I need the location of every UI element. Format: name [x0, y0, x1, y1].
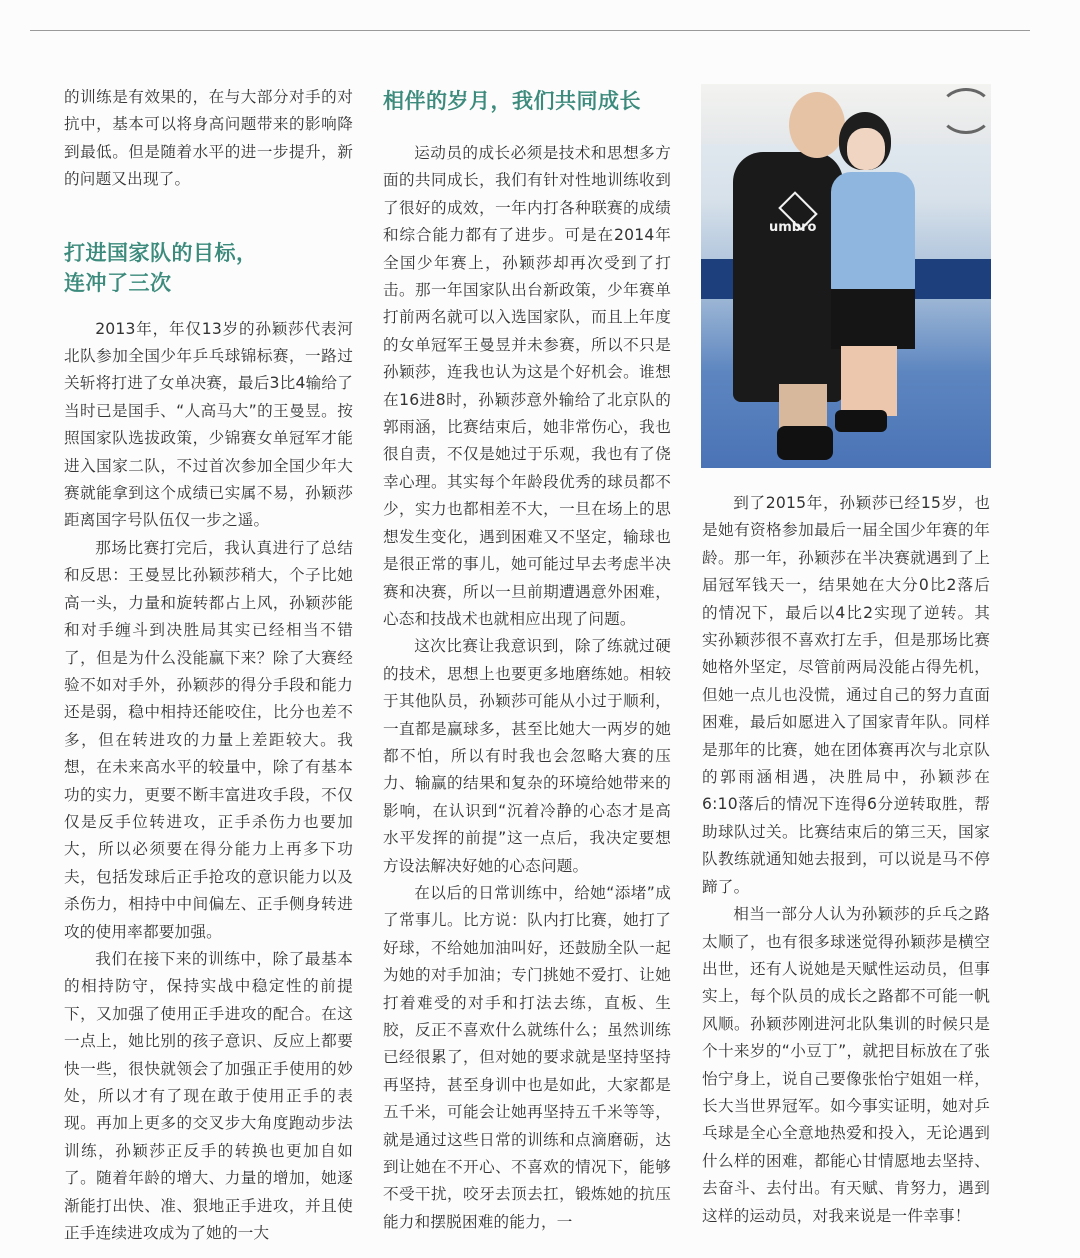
photo-hoop — [939, 88, 991, 134]
paragraph: 相当一部分人认为孙颖莎的乒乓之路太顺了，也有很多球迷觉得孙颖莎是横空出世，还有人说她是天赋性运动员，但事实上，每个队员的成长之路都不可能一帆风顺。孙颖莎刚进河北队集训的时候只是个十来岁的“小豆丁”，就把目标放在了张怡宁身上，说自己要像张怡宁姐姐一样，长大当世界冠军。如今事实证明，她对乒乓球是全心全意地热爱和投入，无论遇到什么样的困难，都能心甘情愿地去坚持、去奋斗、去付出。有天赋、肯努力，遇到这样的运动员，对我来说是一件幸事！ — [702, 905, 990, 1225]
heading-line-2: 连冲了三次 — [64, 270, 172, 295]
section-heading: 相伴的岁月，我们共同成长 — [383, 89, 641, 113]
paragraph: 我们在接下来的训练中，除了最基本的相持防守，保持实战中稳定性的前提下，又加强了使用正手进攻的配合。在这一点上，她比别的孩子意识、反应上都要快一些，很快就领会了加强正手使用的妙处，所以才有了现在敢于使用正手的表现。再加上更多的交叉步大角度跑动步法训练，孙颖莎正反手的转换也更加自如了。随着年龄的增大、力量的增加，她逐渐能打出快、准、狠地正手进攻，并且使正手连续进攻成为了她的一大 — [64, 949, 353, 1243]
photo-coach-body — [733, 152, 843, 402]
heading-line-1: 打进国家队的目标， — [64, 240, 258, 265]
top-rule — [30, 30, 1030, 31]
paragraph: 的训练是有效果的，在与大部分对手的对抗中，基本可以将身高问题带来的影响降到最低。但是随着水平的进一步提升，新的问题又出现了。 — [64, 88, 353, 189]
column-2 — [383, 84, 671, 1236]
photo-coach-shoes — [777, 426, 833, 460]
paragraph: 2013年，年仅13岁的孙颖莎代表河北队参加全国少年乒乓球锦标赛，一路过关斩将打进了女单决赛，最后3比4输给了当时已是国手、“人高马大”的王曼昱。按照国家队选拔政策，少锦赛女单冠军才能进入国家二队，不过首次参加全国少年大赛就能拿到这个成绩已实属不易，孙颖莎距离国字号队伍仅一步之遥。 — [64, 319, 353, 530]
photo-athlete-shorts — [831, 289, 915, 349]
section-heading — [64, 238, 353, 298]
column-1 — [64, 84, 353, 1247]
photo-athlete-face — [847, 128, 885, 170]
photo-athlete-shoes — [835, 410, 887, 432]
paragraph: 那场比赛打完后，我认真进行了总结和反思：王曼昱比孙颖莎稍大，个子比她高一头，力量和旋转都占上风，孙颖莎能和对手缠斗到决胜局其实已经相当不错了，但是为什么没能赢下来？除了大赛经验不如对手外，孙颖莎的得分手段和能力还是弱，稳中相持还能咬住，比分也差不多，但在转进攻的力量上差距较大。我想，在未来高水平的较量中，除了有基本功的实力，更要不断丰富进攻手段，不仅仅是反手位转进攻，正手杀伤力也要加大，所以必须要在得分能力上再多下功夫，包括发球后正手抢攻的意识能力以及杀伤力，相持中中间偏左、正手侧身转进攻的使用率都要加强。 — [64, 538, 353, 941]
paragraph: 运动员的成长必须是技术和思想多方面的共同成长，我们有针对性地训练收到了很好的成效，一年内打各种联赛的成绩和综合能力都有了进步。可是在2014年全国少年赛上，孙颖莎却再次受到了打击。那一年国家队出台新政策，少年赛单打前两名就可以入选国家队，而且上年度的女单冠军王曼昱并未参赛，所以不只是孙颖莎，连我也认为这是个好机会。谁想在16进8时，孙颖莎意外输给了北京队的郭雨涵，比赛结束后，她非常伤心，我也很自责，不仅是她过于乐观，我也有了侥幸心理。其实每个年龄段优秀的球员都不少，实力也都相差不大，一旦在场上的思想发生变化，遇到困难又不坚定，输球也是很正常的事儿，她可能过早去考虑半决赛和决赛，所以一旦前期遭遇意外困难，心态和技战术也就相应出现了问题。 — [383, 144, 671, 628]
paragraph: 这次比赛让我意识到，除了练就过硬的技术，思想上也要更多地磨练她。相较于其他队员，孙颖莎可能从小过于顺利，一直都是赢球多，甚至比她大一两岁的她都不怕，所以有时我也会忽略大赛的压力、输赢的结果和复杂的环境给她带来的影响，在认识到“沉着冷静的心态才是高水平发挥的前提”这一点后，我决定要想方设法解决好她的心态问题。 — [383, 637, 671, 875]
paragraph: 在以后的日常训练中，给她“添堵”成了常事儿。比方说：队内打比赛，她打了好球，不给她加油叫好，还鼓励全队一起为她的对手加油；专门挑她不爱打、让她打着难受的对手和打法去练，直板、生胶，反正不喜欢什么就练什么；虽然训练已经很累了，但对她的要求就是坚持坚持再坚持，甚至身训中也是如此，大家都是五千米，可能会让她再坚持五千米等等，就是通过这些日常的训练和点滴磨砺，达到让她在不开心、不喜欢的情况下，能够不受干扰，咬牙去顶去扛，锻炼她的抗压能力和摆脱困难的能力，一 — [383, 883, 671, 1231]
photo-logo-text: umbro — [769, 220, 817, 235]
coach-and-athlete-photo — [701, 84, 991, 468]
paragraph: 到了2015年，孙颖莎已经15岁，也是她有资格参加最后一届全国少年赛的年龄。那一年，孙颖莎在半决赛就遇到了上届冠军钱天一，结果她在大分0比2落后的情况下，最后以4比2实现了逆转。其实孙颖莎很不喜欢打左手，但是那场比赛她格外坚定，尽管前两局没能占得先机，但她一点儿也没慌，通过自己的努力直面困难，最后如愿进入了国家青年队。同样是那年的比赛，她在团体赛再次与北京队的郭雨涵相遇，决胜局中，孙颖莎在6:10落后的情况下连得6分逆转取胜，帮助球队过关。比赛结束后的第三天，国家队教练就通知她去报到，可以说是马不停蹄了。 — [702, 494, 990, 896]
photo-athlete-body — [831, 172, 915, 292]
photo-athlete-legs — [841, 346, 897, 416]
photo-coach-head — [789, 92, 845, 158]
column-3 — [702, 490, 990, 1230]
